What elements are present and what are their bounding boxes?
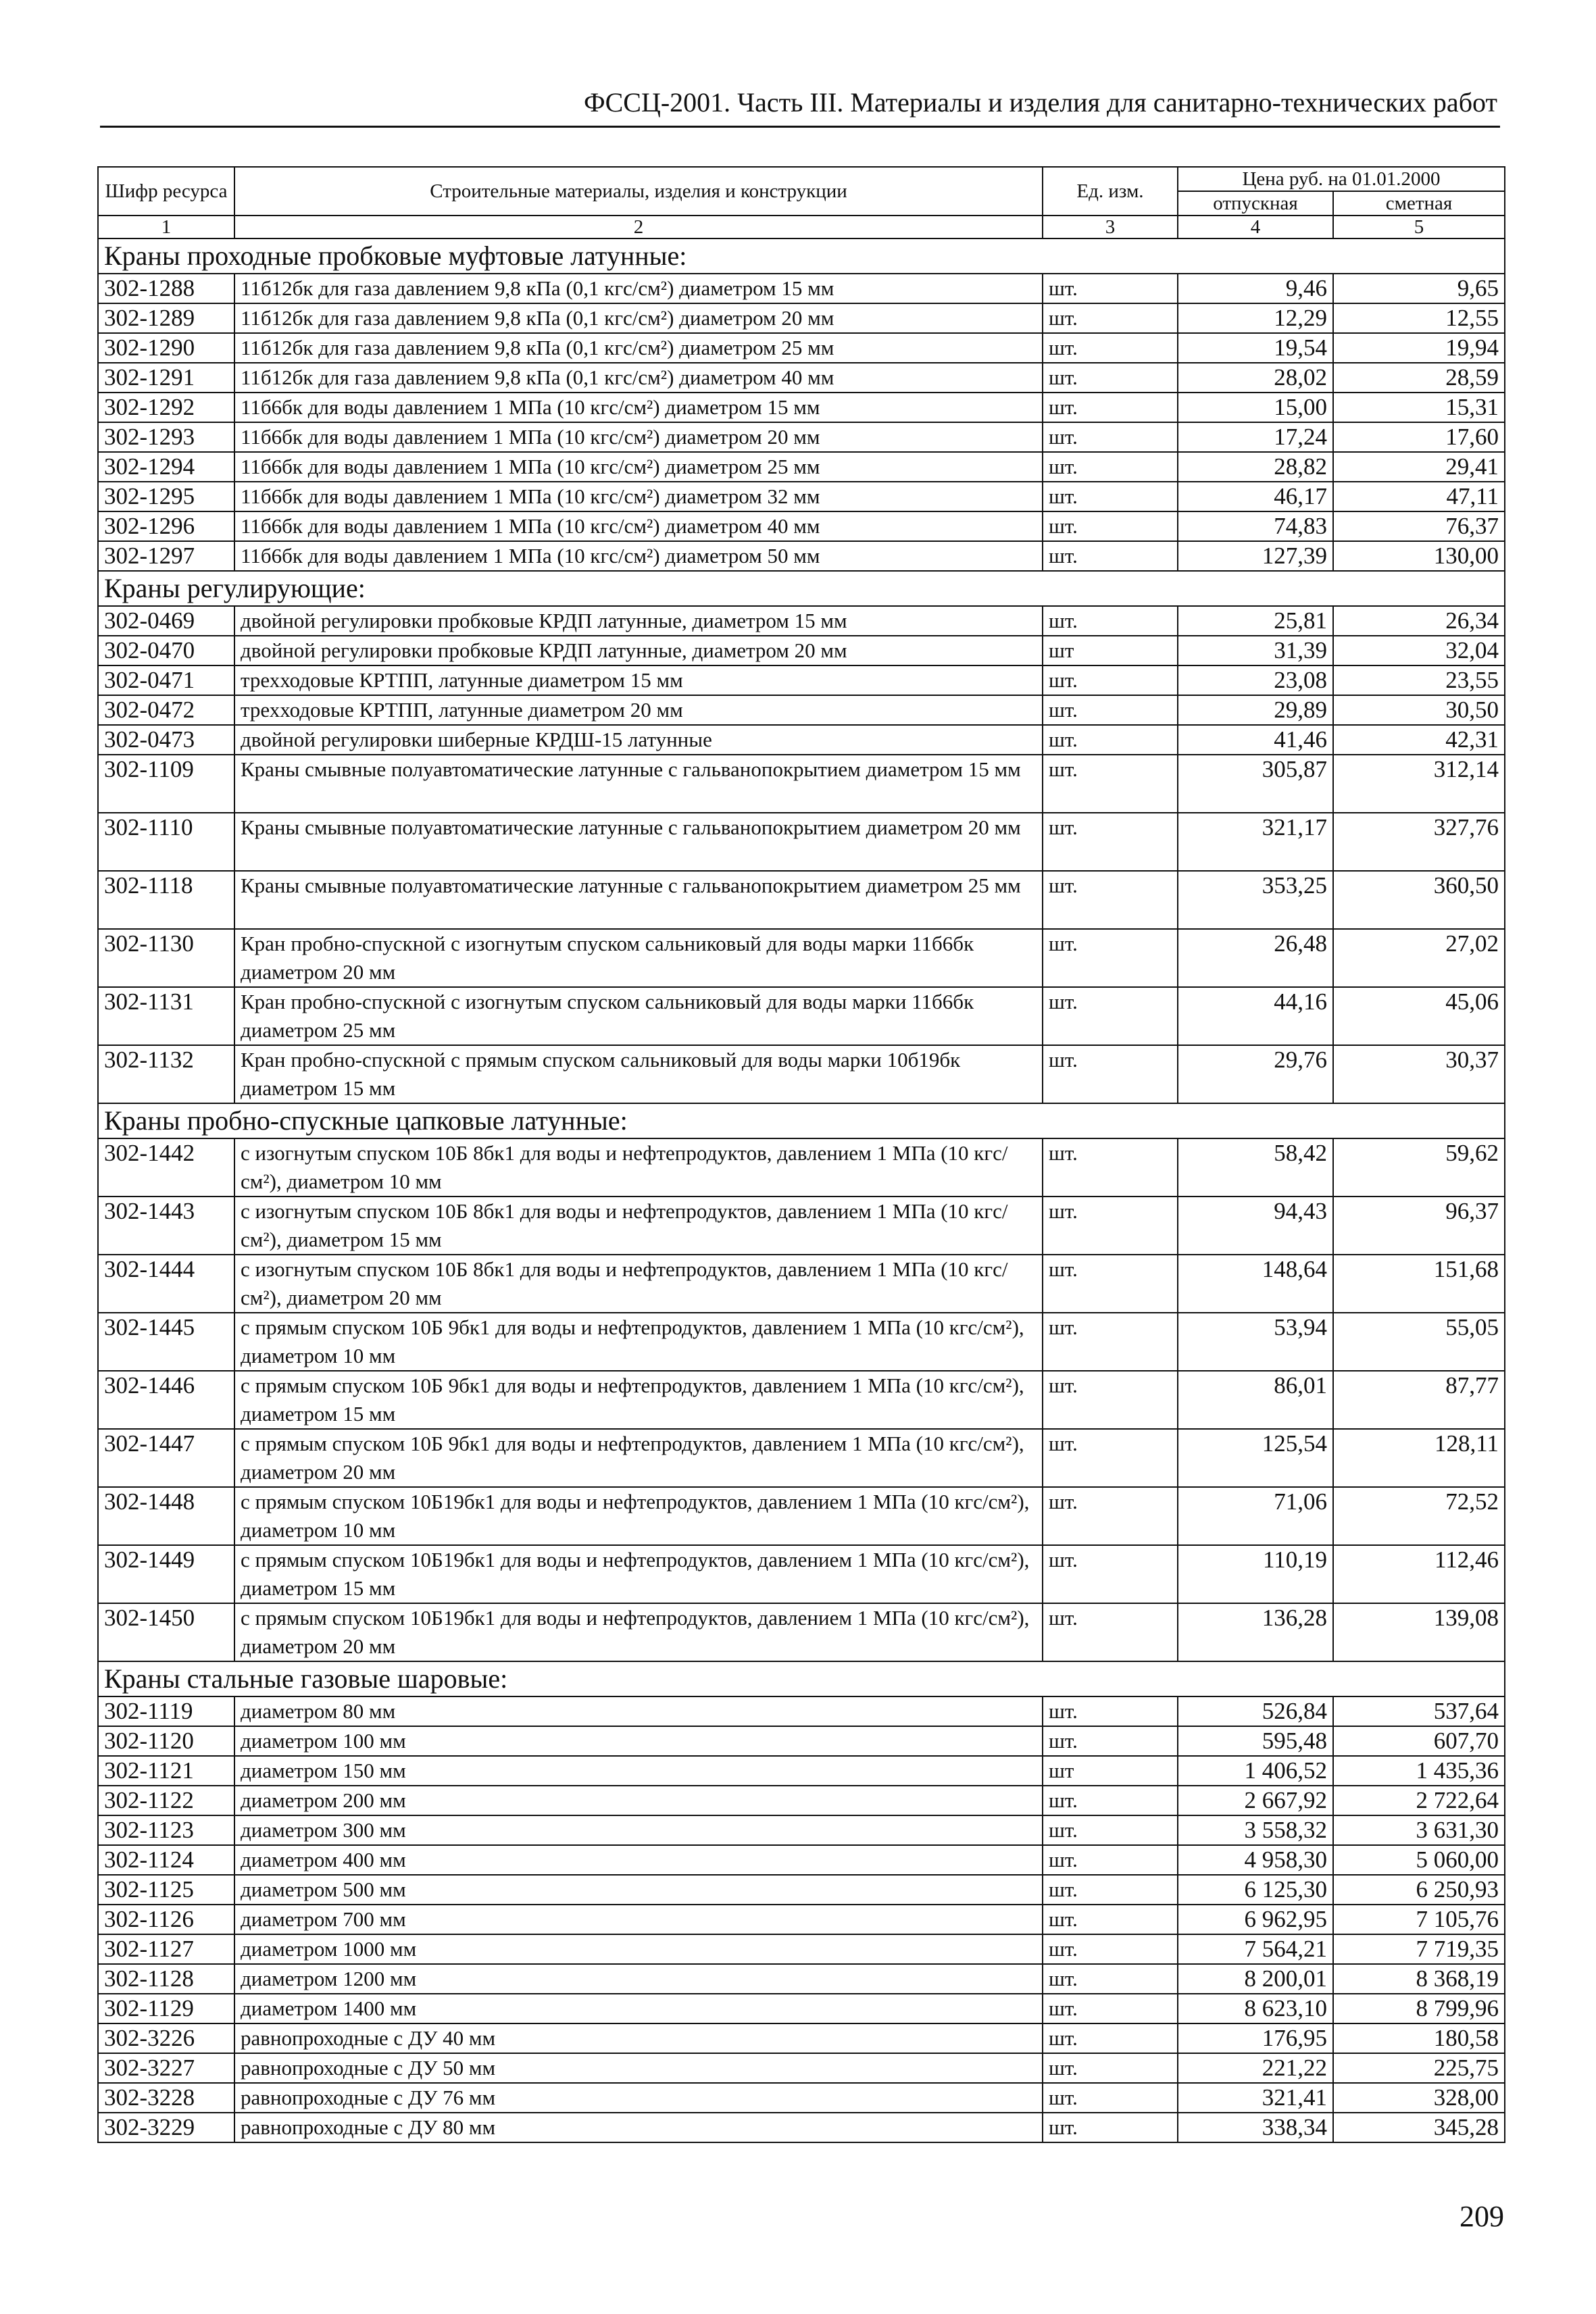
release-price-cell: 338,34 [1178, 2113, 1333, 2142]
code-cell: 302-3227 [98, 2053, 234, 2083]
estimate-price-cell: 19,94 [1333, 333, 1505, 363]
table-row [98, 303, 1505, 333]
name-cell: 11б6бк для воды давлением 1 МПа (10 кгс/см²) диаметром 25 мм [234, 452, 1043, 482]
release-price-cell: 3 558,32 [1178, 1815, 1333, 1845]
unit-cell: шт. [1043, 1045, 1178, 1103]
unit-cell: шт. [1043, 1429, 1178, 1487]
unit-cell: шт. [1043, 1875, 1178, 1905]
release-price-cell: 305,87 [1178, 755, 1333, 813]
estimate-price-cell: 112,46 [1333, 1545, 1505, 1603]
code-cell: 302-1449 [98, 1545, 234, 1603]
col-number: 5 [1333, 216, 1505, 238]
estimate-price-cell: 12,55 [1333, 303, 1505, 333]
release-price-cell: 221,22 [1178, 2053, 1333, 2083]
release-price-cell: 127,39 [1178, 541, 1333, 571]
name-cell: двойной регулировки пробковые КРДП латунные, диаметром 15 мм [234, 606, 1043, 636]
estimate-price-cell: 607,70 [1333, 1726, 1505, 1756]
unit-cell: шт. [1043, 482, 1178, 511]
unit-cell: шт. [1043, 333, 1178, 363]
release-price-cell: 353,25 [1178, 871, 1333, 929]
release-price-cell: 31,39 [1178, 636, 1333, 665]
estimate-price-cell: 6 250,93 [1333, 1875, 1505, 1905]
unit-cell: шт. [1043, 1371, 1178, 1429]
name-cell: Краны смывные полуавтоматические латунные с гальванопокрытием диаметром 20 мм [234, 813, 1043, 871]
estimate-price-cell: 327,76 [1333, 813, 1505, 871]
estimate-price-cell: 72,52 [1333, 1487, 1505, 1545]
unit-cell: шт. [1043, 1905, 1178, 1934]
code-cell: 302-1445 [98, 1313, 234, 1371]
code-cell: 302-1109 [98, 755, 234, 813]
col-number: 1 [98, 216, 234, 238]
estimate-price-cell: 30,37 [1333, 1045, 1505, 1103]
code-cell: 302-1447 [98, 1429, 234, 1487]
col-header-code: Шифр ресурса [98, 167, 234, 216]
name-cell: двойной регулировки пробковые КРДП латунные, диаметром 20 мм [234, 636, 1043, 665]
table-row [98, 333, 1505, 363]
table-row [98, 452, 1505, 482]
release-price-cell: 9,46 [1178, 274, 1333, 303]
col-header-price: Цена руб. на 01.01.2000 [1178, 167, 1505, 191]
table-row [98, 1845, 1505, 1875]
estimate-price-cell: 7 105,76 [1333, 1905, 1505, 1934]
name-cell: Кран пробно-спускной с изогнутым спуском сальниковый для воды марки 11б6бк диаметром 20 мм [234, 929, 1043, 987]
col-number: 4 [1178, 216, 1333, 238]
table-row [98, 2083, 1505, 2113]
code-cell: 302-1294 [98, 452, 234, 482]
release-price-cell: 28,02 [1178, 363, 1333, 393]
release-price-cell: 595,48 [1178, 1726, 1333, 1756]
code-cell: 302-3226 [98, 2023, 234, 2053]
table-row [98, 695, 1505, 725]
code-cell: 302-0470 [98, 636, 234, 665]
unit-cell: шт. [1043, 1994, 1178, 2023]
table-row [98, 1964, 1505, 1994]
estimate-price-cell: 360,50 [1333, 871, 1505, 929]
estimate-price-cell: 17,60 [1333, 422, 1505, 452]
name-cell: диаметром 300 мм [234, 1815, 1043, 1845]
release-price-cell: 176,95 [1178, 2023, 1333, 2053]
code-cell: 302-1120 [98, 1726, 234, 1756]
table-row [98, 2053, 1505, 2083]
estimate-price-cell: 15,31 [1333, 393, 1505, 422]
estimate-price-cell: 87,77 [1333, 1371, 1505, 1429]
release-price-cell: 15,00 [1178, 393, 1333, 422]
name-cell: равнопроходные с ДУ 50 мм [234, 2053, 1043, 2083]
section-title: Краны проходные пробковые муфтовые латунные: [98, 238, 1505, 274]
release-price-cell: 29,89 [1178, 695, 1333, 725]
code-cell: 302-1295 [98, 482, 234, 511]
name-cell: 11б6бк для воды давлением 1 МПа (10 кгс/см²) диаметром 32 мм [234, 482, 1043, 511]
release-price-cell: 29,76 [1178, 1045, 1333, 1103]
code-cell: 302-1132 [98, 1045, 234, 1103]
estimate-price-cell: 1 435,36 [1333, 1756, 1505, 1786]
release-price-cell: 1 406,52 [1178, 1756, 1333, 1786]
col-number: 2 [234, 216, 1043, 238]
release-price-cell: 321,17 [1178, 813, 1333, 871]
code-cell: 302-3229 [98, 2113, 234, 2142]
code-cell: 302-1122 [98, 1786, 234, 1815]
table-row [98, 1815, 1505, 1845]
table-row [98, 1138, 1505, 1197]
release-price-cell: 136,28 [1178, 1603, 1333, 1661]
table-row [98, 813, 1505, 871]
name-cell: диаметром 400 мм [234, 1845, 1043, 1875]
table-row [98, 1756, 1505, 1786]
code-cell: 302-1126 [98, 1905, 234, 1934]
unit-cell: шт [1043, 1756, 1178, 1786]
table-row [98, 363, 1505, 393]
estimate-price-cell: 3 631,30 [1333, 1815, 1505, 1845]
table-row [98, 482, 1505, 511]
estimate-price-cell: 8 368,19 [1333, 1964, 1505, 1994]
unit-cell: шт. [1043, 987, 1178, 1045]
release-price-cell: 71,06 [1178, 1487, 1333, 1545]
estimate-price-cell: 45,06 [1333, 987, 1505, 1045]
release-price-cell: 28,82 [1178, 452, 1333, 482]
code-cell: 302-1444 [98, 1255, 234, 1313]
release-price-cell: 2 667,92 [1178, 1786, 1333, 1815]
table-row [98, 2113, 1505, 2142]
section-title: Краны стальные газовые шаровые: [98, 1661, 1505, 1696]
release-price-cell: 17,24 [1178, 422, 1333, 452]
estimate-price-cell: 128,11 [1333, 1429, 1505, 1487]
estimate-price-cell: 151,68 [1333, 1255, 1505, 1313]
unit-cell: шт. [1043, 1934, 1178, 1964]
section-title: Краны пробно-спускные цапковые латунные: [98, 1103, 1505, 1138]
unit-cell: шт. [1043, 303, 1178, 333]
unit-cell: шт. [1043, 2023, 1178, 2053]
table-body [98, 238, 1505, 2142]
table-row [98, 987, 1505, 1045]
code-cell: 302-1119 [98, 1696, 234, 1726]
unit-cell: шт. [1043, 1197, 1178, 1255]
table-row [98, 422, 1505, 452]
price-table [97, 166, 1505, 2143]
name-cell: Кран пробно-спускной с изогнутым спуском сальниковый для воды марки 11б6бк диаметром 25 мм [234, 987, 1043, 1045]
unit-cell: шт. [1043, 1545, 1178, 1603]
unit-cell: шт. [1043, 1313, 1178, 1371]
unit-cell: шт. [1043, 511, 1178, 541]
name-cell: диаметром 1400 мм [234, 1994, 1043, 2023]
col-number: 3 [1043, 216, 1178, 238]
release-price-cell: 23,08 [1178, 665, 1333, 695]
estimate-price-cell: 537,64 [1333, 1696, 1505, 1726]
name-cell: диаметром 100 мм [234, 1726, 1043, 1756]
release-price-cell: 12,29 [1178, 303, 1333, 333]
table-row [98, 1371, 1505, 1429]
table-row [98, 1905, 1505, 1934]
code-cell: 302-0471 [98, 665, 234, 695]
estimate-price-cell: 96,37 [1333, 1197, 1505, 1255]
release-price-cell: 125,54 [1178, 1429, 1333, 1487]
name-cell: диаметром 700 мм [234, 1905, 1043, 1934]
unit-cell: шт. [1043, 2083, 1178, 2113]
unit-cell: шт. [1043, 1786, 1178, 1815]
table-row [98, 1875, 1505, 1905]
name-cell: диаметром 500 мм [234, 1875, 1043, 1905]
unit-cell: шт. [1043, 725, 1178, 755]
page-header: ФССЦ-2001. Часть III. Материалы и изделия для санитарно-технических работ [584, 87, 1497, 118]
release-price-cell: 58,42 [1178, 1138, 1333, 1197]
release-price-cell: 8 623,10 [1178, 1994, 1333, 2023]
table-row [98, 1696, 1505, 1726]
code-cell: 302-1124 [98, 1845, 234, 1875]
release-price-cell: 4 958,30 [1178, 1845, 1333, 1875]
code-cell: 302-1292 [98, 393, 234, 422]
release-price-cell: 8 200,01 [1178, 1964, 1333, 1994]
table-row [98, 1545, 1505, 1603]
estimate-price-cell: 8 799,96 [1333, 1994, 1505, 2023]
unit-cell: шт. [1043, 813, 1178, 871]
unit-cell: шт. [1043, 541, 1178, 571]
code-cell: 302-0473 [98, 725, 234, 755]
code-cell: 302-1442 [98, 1138, 234, 1197]
name-cell: 11б6бк для воды давлением 1 МПа (10 кгс/см²) диаметром 50 мм [234, 541, 1043, 571]
code-cell: 302-1129 [98, 1994, 234, 2023]
release-price-cell: 526,84 [1178, 1696, 1333, 1726]
table-row [98, 871, 1505, 929]
section-header-row [98, 571, 1505, 606]
estimate-price-cell: 55,05 [1333, 1313, 1505, 1371]
name-cell: с прямым спуском 10Б19бк1 для воды и нефтепродуктов, давлением 1 МПа (10 кгс/см²), диаметром 10 мм [234, 1487, 1043, 1545]
release-price-cell: 6 125,30 [1178, 1875, 1333, 1905]
code-cell: 302-1446 [98, 1371, 234, 1429]
estimate-price-cell: 28,59 [1333, 363, 1505, 393]
release-price-cell: 53,94 [1178, 1313, 1333, 1371]
header-rule [100, 126, 1500, 128]
code-cell: 302-1290 [98, 333, 234, 363]
estimate-price-cell: 345,28 [1333, 2113, 1505, 2142]
name-cell: с прямым спуском 10Б 9бк1 для воды и нефтепродуктов, давлением 1 МПа (10 кгс/см²), диаметром 20 мм [234, 1429, 1043, 1487]
unit-cell: шт. [1043, 2113, 1178, 2142]
code-cell: 302-1131 [98, 987, 234, 1045]
code-cell: 302-1121 [98, 1756, 234, 1786]
estimate-price-cell: 32,04 [1333, 636, 1505, 665]
code-cell: 302-1289 [98, 303, 234, 333]
table-row [98, 1994, 1505, 2023]
code-cell: 302-1288 [98, 274, 234, 303]
release-price-cell: 148,64 [1178, 1255, 1333, 1313]
estimate-price-cell: 130,00 [1333, 541, 1505, 571]
estimate-price-cell: 26,34 [1333, 606, 1505, 636]
table-row [98, 1934, 1505, 1964]
unit-cell: шт. [1043, 363, 1178, 393]
unit-cell: шт. [1043, 1845, 1178, 1875]
code-cell: 302-1297 [98, 541, 234, 571]
unit-cell: шт [1043, 636, 1178, 665]
estimate-price-cell: 27,02 [1333, 929, 1505, 987]
name-cell: 11б6бк для воды давлением 1 МПа (10 кгс/см²) диаметром 15 мм [234, 393, 1043, 422]
name-cell: 11б12бк для газа давлением 9,8 кПа (0,1 кгс/см²) диаметром 40 мм [234, 363, 1043, 393]
unit-cell: шт. [1043, 1726, 1178, 1756]
estimate-price-cell: 2 722,64 [1333, 1786, 1505, 1815]
name-cell: Краны смывные полуавтоматические латунные с гальванопокрытием диаметром 25 мм [234, 871, 1043, 929]
name-cell: с изогнутым спуском 10Б 8бк1 для воды и нефтепродуктов, давлением 1 МПа (10 кгс/см²), диаметром 20 мм [234, 1255, 1043, 1313]
name-cell: с прямым спуском 10Б19бк1 для воды и нефтепродуктов, давлением 1 МПа (10 кгс/см²), диаметром 15 мм [234, 1545, 1043, 1603]
code-cell: 302-1291 [98, 363, 234, 393]
unit-cell: шт. [1043, 1487, 1178, 1545]
estimate-price-cell: 23,55 [1333, 665, 1505, 695]
name-cell: диаметром 200 мм [234, 1786, 1043, 1815]
name-cell: 11б6бк для воды давлением 1 МПа (10 кгс/см²) диаметром 20 мм [234, 422, 1043, 452]
table-row [98, 1313, 1505, 1371]
table-row [98, 929, 1505, 987]
unit-cell: шт. [1043, 1138, 1178, 1197]
table-row [98, 636, 1505, 665]
release-price-cell: 7 564,21 [1178, 1934, 1333, 1964]
name-cell: равнопроходные с ДУ 80 мм [234, 2113, 1043, 2142]
table-row [98, 511, 1505, 541]
unit-cell: шт. [1043, 393, 1178, 422]
estimate-price-cell: 180,58 [1333, 2023, 1505, 2053]
table-row [98, 1487, 1505, 1545]
code-cell: 302-1293 [98, 422, 234, 452]
table-row [98, 1786, 1505, 1815]
section-header-row [98, 1661, 1505, 1696]
name-cell: диаметром 80 мм [234, 1696, 1043, 1726]
unit-cell: шт. [1043, 606, 1178, 636]
page-number: 209 [1460, 2200, 1504, 2233]
code-cell: 302-1128 [98, 1964, 234, 1994]
name-cell: диаметром 150 мм [234, 1756, 1043, 1786]
estimate-price-cell: 47,11 [1333, 482, 1505, 511]
name-cell: с прямым спуском 10Б 9бк1 для воды и нефтепродуктов, давлением 1 МПа (10 кгс/см²), диаметром 10 мм [234, 1313, 1043, 1371]
name-cell: равнопроходные с ДУ 40 мм [234, 2023, 1043, 2053]
code-cell: 302-1118 [98, 871, 234, 929]
unit-cell: шт. [1043, 929, 1178, 987]
table-row [98, 1197, 1505, 1255]
estimate-price-cell: 9,65 [1333, 274, 1505, 303]
estimate-price-cell: 225,75 [1333, 2053, 1505, 2083]
estimate-price-cell: 328,00 [1333, 2083, 1505, 2113]
name-cell: 11б12бк для газа давлением 9,8 кПа (0,1 кгс/см²) диаметром 20 мм [234, 303, 1043, 333]
release-price-cell: 26,48 [1178, 929, 1333, 987]
name-cell: двойной регулировки шиберные КРДШ-15 латунные [234, 725, 1043, 755]
name-cell: 11б12бк для газа давлением 9,8 кПа (0,1 кгс/см²) диаметром 15 мм [234, 274, 1043, 303]
release-price-cell: 44,16 [1178, 987, 1333, 1045]
section-title: Краны регулирующие: [98, 571, 1505, 606]
release-price-cell: 46,17 [1178, 482, 1333, 511]
estimate-price-cell: 42,31 [1333, 725, 1505, 755]
name-cell: с изогнутым спуском 10Б 8бк1 для воды и нефтепродуктов, давлением 1 МПа (10 кгс/см²), диаметром 15 мм [234, 1197, 1043, 1255]
unit-cell: шт. [1043, 1603, 1178, 1661]
section-header-row [98, 1103, 1505, 1138]
unit-cell: шт. [1043, 665, 1178, 695]
name-cell: 11б12бк для газа давлением 9,8 кПа (0,1 кгс/см²) диаметром 25 мм [234, 333, 1043, 363]
table-row [98, 393, 1505, 422]
col-header-estimate-price: сметная [1333, 191, 1505, 216]
code-cell: 302-1130 [98, 929, 234, 987]
estimate-price-cell: 29,41 [1333, 452, 1505, 482]
code-cell: 302-3228 [98, 2083, 234, 2113]
table-row [98, 725, 1505, 755]
release-price-cell: 321,41 [1178, 2083, 1333, 2113]
estimate-price-cell: 59,62 [1333, 1138, 1505, 1197]
estimate-price-cell: 7 719,35 [1333, 1934, 1505, 1964]
code-cell: 302-1123 [98, 1815, 234, 1845]
release-price-cell: 25,81 [1178, 606, 1333, 636]
col-header-release-price: отпускная [1178, 191, 1333, 216]
release-price-cell: 74,83 [1178, 511, 1333, 541]
unit-cell: шт. [1043, 695, 1178, 725]
code-cell: 302-1296 [98, 511, 234, 541]
estimate-price-cell: 312,14 [1333, 755, 1505, 813]
table-row [98, 2023, 1505, 2053]
name-cell: с прямым спуском 10Б 9бк1 для воды и нефтепродуктов, давлением 1 МПа (10 кгс/см²), диаметром 15 мм [234, 1371, 1043, 1429]
table-row [98, 1603, 1505, 1661]
table-row [98, 1255, 1505, 1313]
unit-cell: шт. [1043, 274, 1178, 303]
release-price-cell: 6 962,95 [1178, 1905, 1333, 1934]
release-price-cell: 19,54 [1178, 333, 1333, 363]
code-cell: 302-0472 [98, 695, 234, 725]
table-row [98, 606, 1505, 636]
unit-cell: шт. [1043, 2053, 1178, 2083]
release-price-cell: 110,19 [1178, 1545, 1333, 1603]
unit-cell: шт. [1043, 452, 1178, 482]
estimate-price-cell: 5 060,00 [1333, 1845, 1505, 1875]
unit-cell: шт. [1043, 755, 1178, 813]
code-cell: 302-1127 [98, 1934, 234, 1964]
code-cell: 302-0469 [98, 606, 234, 636]
unit-cell: шт. [1043, 1696, 1178, 1726]
table-row [98, 541, 1505, 571]
table-row [98, 755, 1505, 813]
name-cell: трехходовые КРТПП, латунные диаметром 15 мм [234, 665, 1043, 695]
estimate-price-cell: 30,50 [1333, 695, 1505, 725]
release-price-cell: 94,43 [1178, 1197, 1333, 1255]
release-price-cell: 86,01 [1178, 1371, 1333, 1429]
unit-cell: шт. [1043, 422, 1178, 452]
name-cell: диаметром 1200 мм [234, 1964, 1043, 1994]
code-cell: 302-1448 [98, 1487, 234, 1545]
name-cell: с прямым спуском 10Б19бк1 для воды и нефтепродуктов, давлением 1 МПа (10 кгс/см²), диаметром 20 мм [234, 1603, 1043, 1661]
table-row [98, 1429, 1505, 1487]
name-cell: равнопроходные с ДУ 76 мм [234, 2083, 1043, 2113]
table-row [98, 665, 1505, 695]
table-row [98, 1726, 1505, 1756]
name-cell: Кран пробно-спускной с прямым спуском сальниковый для воды марки 10б19бк диаметром 15 мм [234, 1045, 1043, 1103]
name-cell: 11б6бк для воды давлением 1 МПа (10 кгс/см²) диаметром 40 мм [234, 511, 1043, 541]
code-cell: 302-1450 [98, 1603, 234, 1661]
code-cell: 302-1443 [98, 1197, 234, 1255]
code-cell: 302-1125 [98, 1875, 234, 1905]
unit-cell: шт. [1043, 1255, 1178, 1313]
code-cell: 302-1110 [98, 813, 234, 871]
col-header-unit: Ед. изм. [1043, 167, 1178, 216]
name-cell: Краны смывные полуавтоматические латунные с гальванопокрытием диаметром 15 мм [234, 755, 1043, 813]
name-cell: диаметром 1000 мм [234, 1934, 1043, 1964]
table-row [98, 274, 1505, 303]
unit-cell: шт. [1043, 1964, 1178, 1994]
estimate-price-cell: 139,08 [1333, 1603, 1505, 1661]
unit-cell: шт. [1043, 871, 1178, 929]
section-header-row [98, 238, 1505, 274]
col-header-name: Строительные материалы, изделия и конструкции [234, 167, 1043, 216]
estimate-price-cell: 76,37 [1333, 511, 1505, 541]
name-cell: с изогнутым спуском 10Б 8бк1 для воды и нефтепродуктов, давлением 1 МПа (10 кгс/см²), диаметром 10 мм [234, 1138, 1043, 1197]
name-cell: трехходовые КРТПП, латунные диаметром 20 мм [234, 695, 1043, 725]
release-price-cell: 41,46 [1178, 725, 1333, 755]
table-row [98, 1045, 1505, 1103]
unit-cell: шт. [1043, 1815, 1178, 1845]
